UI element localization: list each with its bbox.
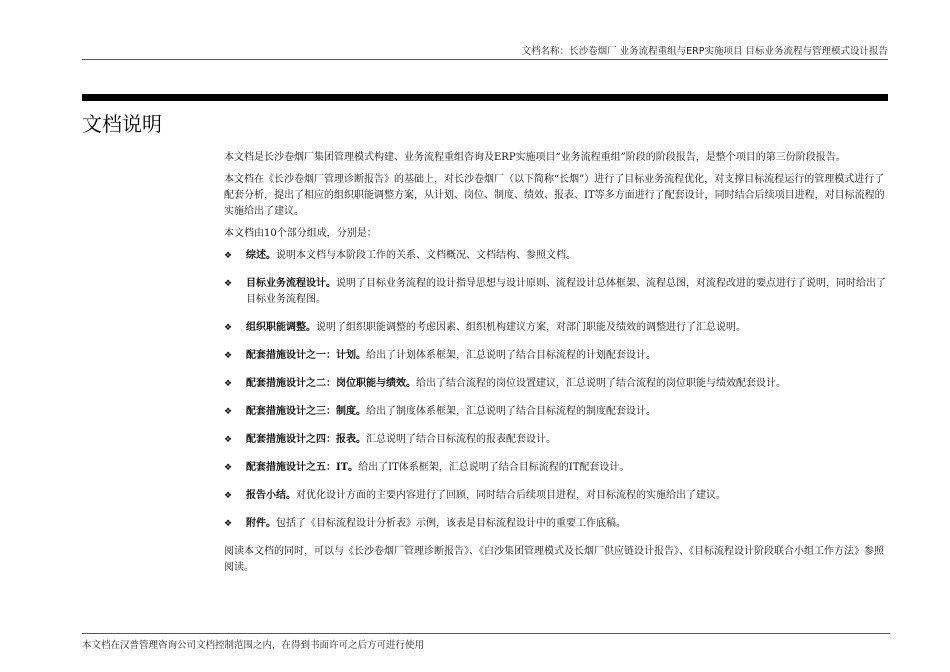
diamond-bullet-icon: ❖ (224, 519, 233, 529)
document-footer: 本文档在汉普管理咨询公司文档控制范围之内，在得到书面许可之后方可进行使用 (82, 640, 425, 651)
document-header: 文档名称：长沙卷烟厂 业务流程重组与ERP实施项目 目标业务流程与管理模式设计报告 (521, 46, 888, 57)
list-item: ❖ 组织职能调整。说明了组织职能调整的考虑因素、组织机构建议方案，对部门职能及绩效的调整进行了汇总说明。 (224, 320, 890, 336)
diamond-bullet-icon: ❖ (224, 491, 233, 501)
reference-paragraph: 阅读本文档的同时，可以与《长沙卷烟厂管理诊断报告》、《白沙集团管理模式及长烟厂供应链设计报告》、《目标流程设计阶段联合小组工作方法》参照阅读。 (224, 546, 884, 573)
diamond-bullet-icon: ❖ (224, 435, 233, 445)
intro-paragraph: 本文档是长沙卷烟厂集团管理模式构建、业务流程重组咨询及ERP实施项目“业务流程重组”阶段的阶段报告，是整个项目的第三份阶段报告。 (224, 152, 846, 163)
list-item: ❖ 附件。包括了《目标流程设计分析表》示例，该表是目标流程设计中的重要工作底稿。 (224, 516, 890, 532)
diamond-bullet-icon: ❖ (224, 407, 233, 417)
diamond-bullet-icon: ❖ (224, 463, 233, 473)
list-item: ❖ 配套措施设计之三：制度。给出了制度体系框架，汇总说明了结合目标流程的制度配套设计。 (224, 404, 890, 420)
page-title: 文档说明 (82, 112, 162, 136)
document-body (224, 150, 890, 582)
diamond-bullet-icon: ❖ (224, 279, 233, 289)
diamond-bullet-icon: ❖ (224, 379, 233, 389)
diamond-bullet-icon: ❖ (224, 251, 233, 261)
list-item: ❖ 配套措施设计之二：岗位职能与绩效。给出了结合流程的岗位设置建议，汇总说明了结合流程的岗位职能与绩效配套设计。 (224, 376, 890, 392)
list-item: ❖ 报告小结。对优化设计方面的主要内容进行了回顾，同时结合后续项目进程，对目标流程的实施给出了建议。 (224, 488, 890, 504)
list-item: ❖ 目标业务流程设计。说明了目标业务流程的设计指导思想与设计原则、流程设计总体框架、流程总图，对流程改进的要点进行了说明，同时给出了目标业务流程图。 (224, 278, 886, 305)
header-divider (82, 59, 888, 60)
list-item: ❖ 配套措施设计之四：报表。汇总说明了结合目标流程的报表配套设计。 (224, 432, 890, 448)
diamond-bullet-icon: ❖ (224, 351, 233, 361)
footer-divider (82, 633, 890, 634)
list-item: ❖ 综述。说明本文档与本阶段工作的关系、文档概况、文档结构、参照文档。 (224, 248, 890, 264)
title-bar (82, 94, 888, 101)
diamond-bullet-icon: ❖ (224, 323, 233, 333)
list-item: ❖ 配套措施设计之五：IT。给出了IT体系框架，汇总说明了结合目标流程的IT配套设计。 (224, 460, 890, 476)
context-paragraph: 本文档在《长沙卷烟厂管理诊断报告》的基础上，对长沙卷烟厂（以下简称“长烟”）进行了目标业务流程优化，对支撑目标流程运行的管理模式进行了配套分析，提出了相应的组织职能调整方案，从计划、岗位、制度、绩效、报表、IT等多方面进行了配套设计，同时结合后续项目进程，对目标流程的实施给出了建议。 (224, 174, 885, 217)
list-item: ❖ 配套措施设计之一：计划。给出了计划体系框架，汇总说明了结合目标流程的计划配套设计。 (224, 348, 890, 364)
section-list (224, 248, 890, 532)
structure-paragraph: 本文档由10个部分组成，分别是： (224, 228, 377, 239)
